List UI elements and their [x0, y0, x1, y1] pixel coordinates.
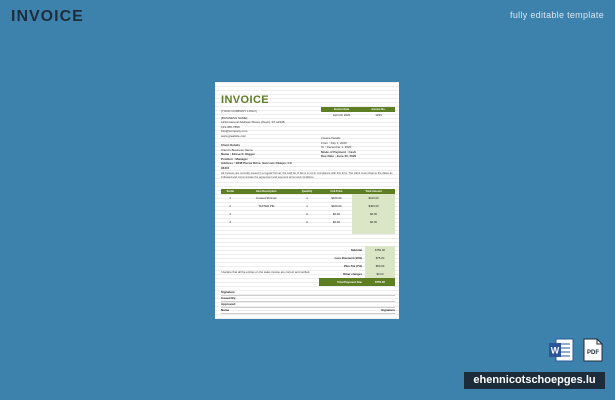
company-logo-placeholder: [YOUR COMPANY LOGO] [221, 109, 257, 113]
word-file-icon[interactable] [548, 338, 574, 362]
summary-table [319, 246, 395, 286]
item-cell: $100.00 [331, 196, 342, 200]
item-cell: $0.00 [332, 212, 340, 216]
summary-value: $0.00 [365, 270, 395, 278]
invoice-detail-line: From : July 1, 2020 [321, 140, 347, 145]
items-header: Quantity [293, 189, 320, 194]
item-cell: Cooked Shrimps [256, 196, 277, 200]
item-cell: 4 [229, 220, 231, 224]
item-cell [239, 226, 293, 234]
watermark-banner: ehennicotschoepges.lu [464, 372, 605, 389]
page-header-subtitle: fully editable template [510, 10, 604, 20]
summary-label: Plus Tax (7%) [344, 264, 362, 268]
table-row [221, 194, 395, 202]
declaration-note: I declare that all the entries on the sales invoice are correct and verified. [221, 270, 311, 274]
table-row [221, 218, 395, 226]
item-cell: TASTED PIE [258, 204, 275, 208]
table-row [221, 202, 395, 210]
summary-value: $75.00 [365, 254, 395, 262]
client-line: Address : 2848 Pierce Drive, San Luis Obispo, CA [221, 161, 292, 165]
items-header: Serial [221, 189, 239, 194]
client-line: Name : Eloise K. Bigger [221, 152, 255, 156]
signature-block [221, 290, 395, 314]
client-heading: Client Details [221, 143, 241, 147]
item-cell [352, 226, 395, 234]
item-cell: 3 [229, 212, 231, 216]
item-cell [239, 218, 293, 226]
invoice-details-block [321, 136, 395, 159]
signature-label: Issued By: [221, 296, 237, 300]
item-cell [321, 226, 353, 234]
client-line: Position : Manager [221, 156, 248, 161]
page-header-title: INVOICE [11, 8, 84, 25]
summary-label: Total Payment Due [319, 278, 365, 286]
company-line: info@company.com [221, 129, 248, 133]
meta-value: April 29, 2020 [332, 112, 351, 117]
invoice-detail-line: To : December 1, 2020 [321, 145, 352, 149]
items-table [221, 189, 395, 234]
signature-label: Signature [381, 308, 395, 312]
invoice-meta-table [321, 107, 395, 117]
invoice-detail-line: Mode of Payment : Cash [321, 149, 356, 154]
item-cell: $400.00 [352, 202, 395, 210]
summary-label: Less Discount (10%) [334, 256, 362, 260]
summary-value: $755.00 [365, 278, 395, 286]
item-cell: $0.00 [352, 210, 395, 218]
item-cell: 1 [306, 196, 308, 200]
invoice-detail-line: Due Date : June 30, 2020 [321, 154, 357, 158]
client-line: 93401 [221, 165, 230, 170]
items-header: Total Amount [352, 189, 395, 194]
item-cell: 1 [306, 204, 308, 208]
item-cell: $0.00 [352, 218, 395, 226]
signature-label: Signature [221, 290, 235, 294]
invoice-preview[interactable] [215, 82, 399, 319]
client-line: Client's Business Name [221, 147, 253, 152]
signature-label: Name [221, 308, 230, 312]
company-line: 123-456-7890 [221, 124, 240, 129]
item-cell: $400.00 [331, 204, 342, 208]
table-row [221, 210, 395, 218]
pdf-icon-label: PDF [587, 350, 599, 356]
summary-label: Other charges [343, 272, 362, 276]
invoice-detail-line: Invoice Details [321, 136, 341, 140]
signature-row [221, 308, 395, 314]
item-cell: 0 [306, 212, 308, 216]
item-cell [239, 210, 293, 218]
summary-value: $50.00 [365, 262, 395, 270]
item-cell: $0.00 [332, 220, 340, 224]
company-line: [BUSINESS NAME] [221, 115, 248, 120]
table-row [221, 226, 395, 234]
summary-value: $750.00 [365, 246, 395, 254]
terms-text: All invoices are normally issued in a regular format, the said list of items is not in compliance with this form. The client must observe the dates as indicated and communicate the agreement and payment terms and conditions. [221, 172, 393, 179]
company-line: www.greatsite.com [221, 133, 247, 138]
company-block [221, 109, 311, 138]
item-cell: 0 [306, 220, 308, 224]
word-icon-letter: W [550, 345, 560, 356]
company-line: 1234 Generic Address Street, [Town], ST 12345 [221, 120, 285, 124]
item-cell: 2 [229, 204, 231, 208]
meta-header: Invoice No. [362, 107, 395, 112]
invoice-title: INVOICE [221, 94, 270, 106]
meta-value: 1234 [375, 112, 382, 117]
item-cell [221, 226, 239, 234]
signature-label: Approved: [221, 302, 236, 306]
pdf-file-icon[interactable] [582, 338, 604, 362]
client-block [221, 143, 311, 170]
items-header: Unit Price [321, 189, 353, 194]
item-cell: $100.00 [352, 194, 395, 202]
items-header: Item Description [239, 189, 293, 194]
summary-label: Subtotal [350, 248, 362, 252]
meta-header: Invoice Date [321, 107, 362, 112]
item-cell: 1 [229, 196, 231, 200]
item-cell [293, 226, 320, 234]
